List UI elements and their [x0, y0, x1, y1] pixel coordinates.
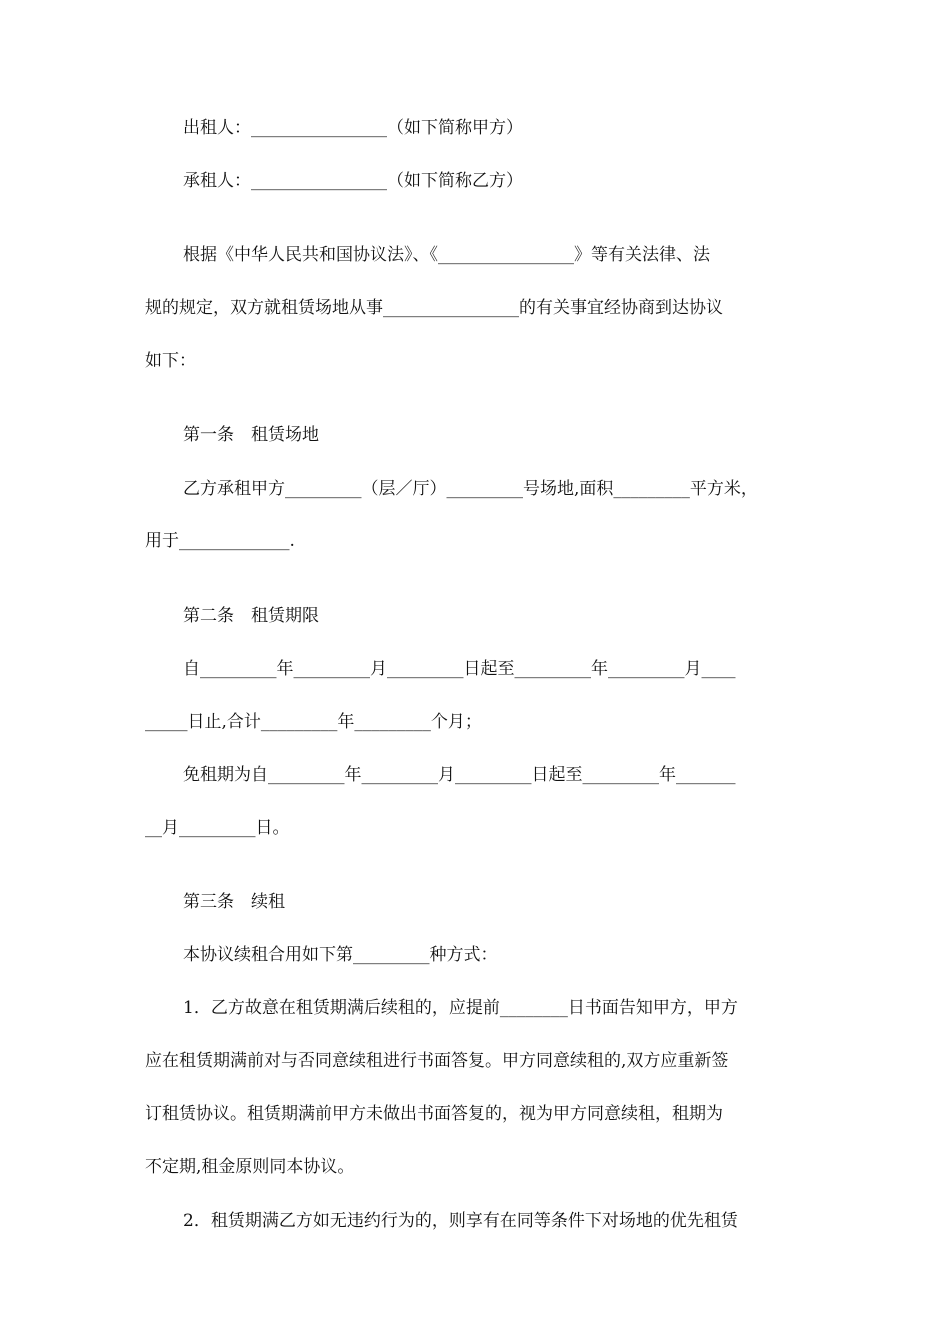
- article-3-heading: 第三条 续租: [183, 892, 285, 912]
- article-1-line-1: 乙方承租甲方_________（层／厅）_________号场地,面积_________平方米，: [183, 479, 758, 499]
- article-2-line-2: _____日止,合计_________年_________个月；: [145, 712, 482, 732]
- article-2-line-4: __月_________日。: [145, 818, 290, 838]
- preamble-line-1: 根据《中华人民共和国协议法》、《________________》等有关法律、法: [183, 245, 710, 265]
- preamble-line-3: 如下：: [145, 351, 196, 371]
- article-1-line-2: 用于_____________.: [145, 531, 295, 551]
- preamble-line-2: 规的规定，双方就租赁场地从事________________的有关事宜经协商到达协议: [145, 298, 723, 318]
- lessee-line: 承租人：________________（如下简称乙方）: [183, 171, 523, 191]
- article-3-line-1: 本协议续租合用如下第_________种方式：: [183, 945, 498, 965]
- article-3-item-1-line-4: 不定期,租金原则同本协议。: [145, 1157, 355, 1177]
- article-2-heading: 第二条 租赁期限: [183, 606, 319, 626]
- article-3-item-2-line-1: 2．租赁期满乙方如无违约行为的，则享有在同等条件下对场地的优先租赁: [183, 1211, 738, 1231]
- article-3-item-1-line-1: 1．乙方故意在租赁期满后续租的，应提前________日书面告知甲方，甲方: [183, 998, 738, 1018]
- lessor-line: 出租人：________________（如下简称甲方）: [183, 118, 523, 138]
- article-2-line-1: 自_________年_________月_________日起至_________年_________月____: [183, 659, 736, 679]
- article-3-item-1-line-2: 应在租赁期满前对与否同意续租进行书面答复。甲方同意续租的,双方应重新签: [145, 1051, 729, 1071]
- article-1-heading: 第一条 租赁场地: [183, 425, 319, 445]
- article-2-line-3: 免租期为自_________年_________月_________日起至_________年_______: [183, 765, 736, 785]
- article-3-item-1-line-3: 订租赁协议。租赁期满前甲方未做出书面答复的，视为甲方同意续租，租期为: [145, 1104, 723, 1124]
